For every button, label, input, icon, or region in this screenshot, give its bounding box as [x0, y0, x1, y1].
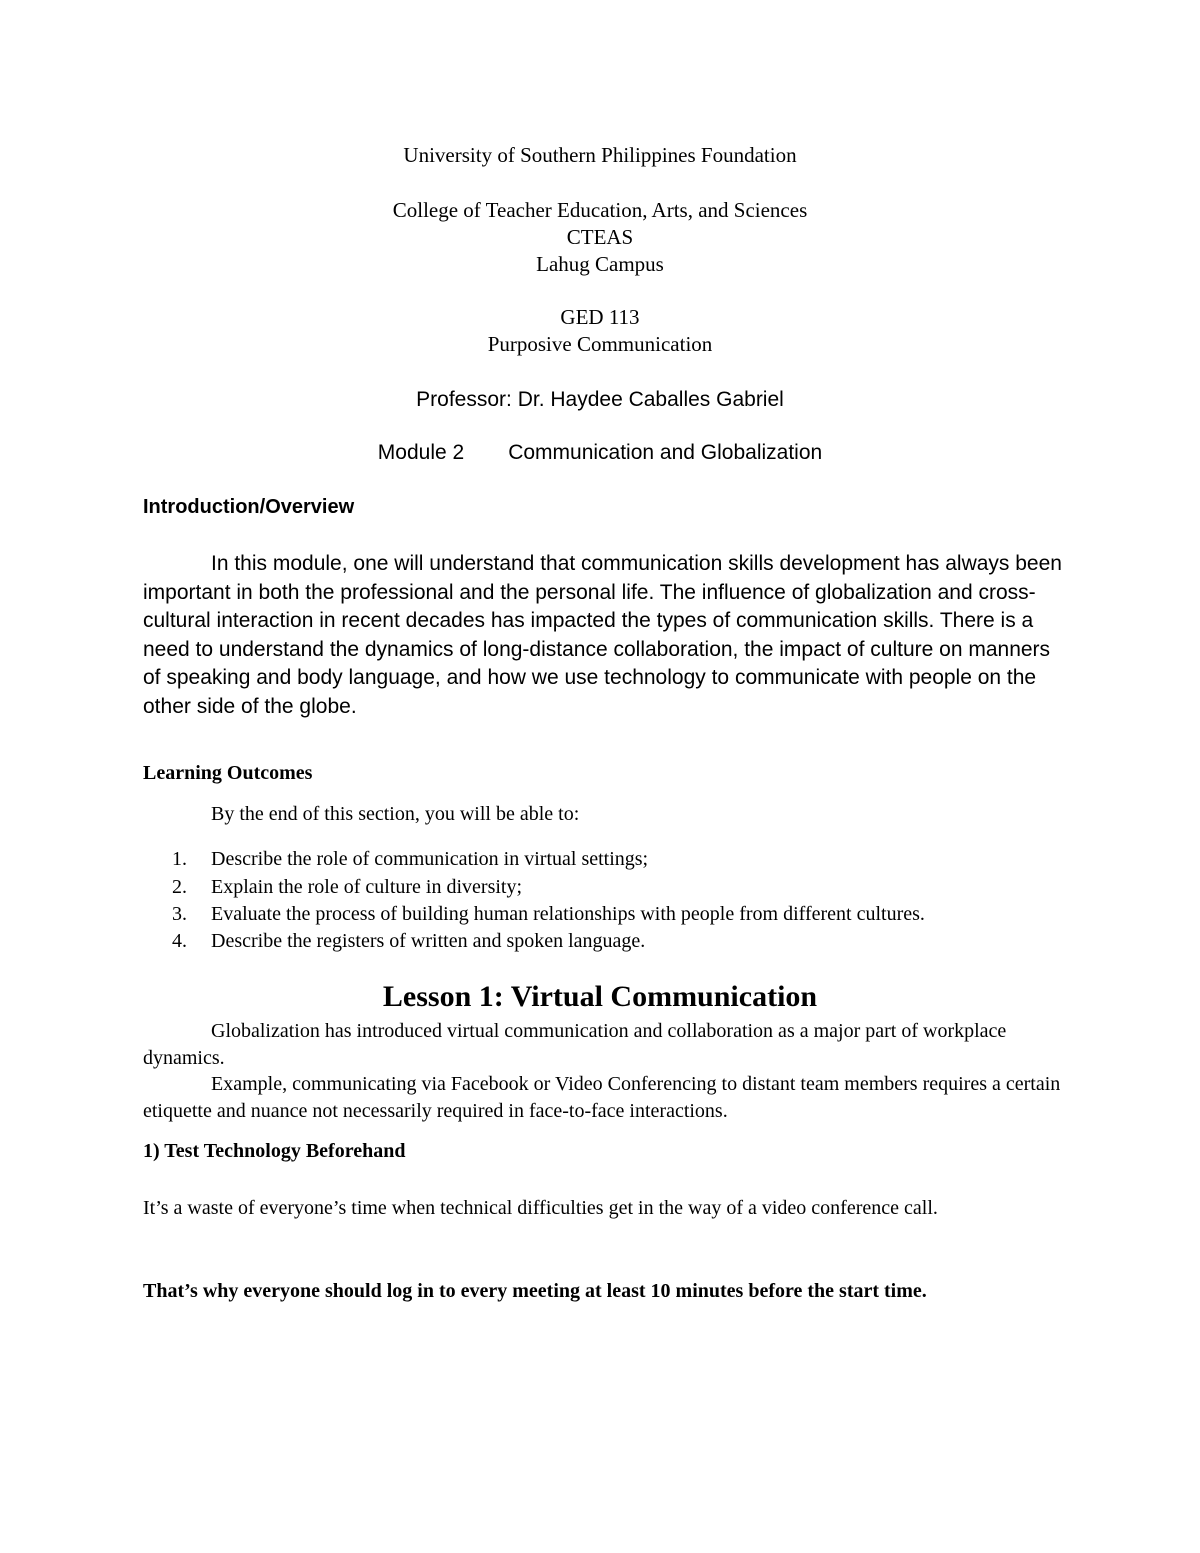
learning-outcomes-heading: Learning Outcomes	[143, 762, 313, 784]
module-label: Module 2	[377, 441, 465, 464]
learning-outcomes-lead: By the end of this section, you will be able to:	[211, 803, 580, 825]
college-abbreviation: CTEAS	[566, 225, 634, 249]
introduction-paragraph: In this module, one will understand that communication skills development has always been important in both the professional and the personal life. The influence of globalization and cross-cultural interaction in recent decades has impacted the types of communication skills. There is a need to understand the dynamics of long-distance collaboration, the impact of culture on manners of speaking and body language, and how we use technology to communicate with people on the other side of the globe.	[143, 552, 1062, 718]
list-item: 4. Describe the registers of written and spoken language.	[172, 930, 646, 952]
lesson-paragraph-1: Globalization has introduced virtual communication and collaboration as a major part of workplace dynamics.	[143, 1020, 1007, 1069]
subsection-emphasis: That’s why everyone should log in to every meeting at least 10 minutes before the start time.	[143, 1280, 927, 1302]
course-code: GED 113	[560, 305, 640, 329]
list-item: 3. Evaluate the process of building human relationships with people from different cultures.	[172, 903, 925, 925]
introduction-heading: Introduction/Overview	[143, 496, 355, 518]
college-name: College of Teacher Education, Arts, and Sciences	[392, 198, 808, 222]
subsection-heading: 1) Test Technology Beforehand	[143, 1140, 406, 1162]
professor-line: Professor: Dr. Haydee Caballes Gabriel	[416, 388, 784, 411]
list-item: 1. Describe the role of communication in virtual settings;	[172, 848, 649, 870]
university-name: University of Southern Philippines Foundation	[403, 143, 797, 167]
course-title: Purposive Communication	[487, 332, 713, 356]
lesson-title: Lesson 1: Virtual Communication	[382, 980, 818, 1013]
campus-name: Lahug Campus	[536, 252, 664, 276]
lesson-paragraph-2: Example, communicating via Facebook or Video Conferencing to distant team members requires a certain etiquette and nuance not necessarily required in face-to-face interactions.	[143, 1073, 1061, 1122]
list-item: 2. Explain the role of culture in diversity;	[172, 876, 523, 898]
module-title: Communication and Globalization	[508, 441, 823, 464]
module-line	[0, 439, 1200, 466]
subsection-paragraph: It’s a waste of everyone’s time when technical difficulties get in the way of a video conference call.	[143, 1197, 938, 1219]
